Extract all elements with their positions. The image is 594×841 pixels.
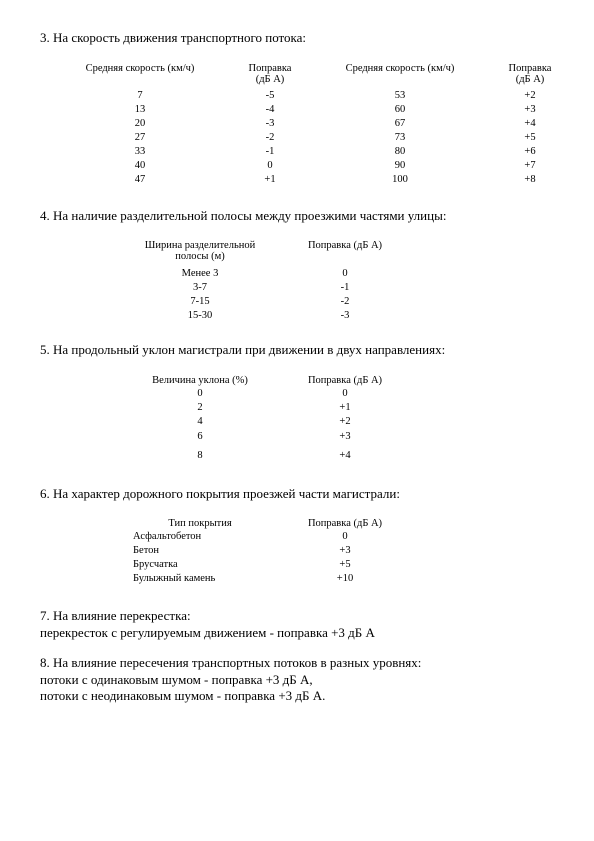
s3-cell-r2-c1: -3 <box>265 118 275 129</box>
s3-cell-r4-c0: 33 <box>134 146 146 157</box>
s5-cell-correction-4: +4 <box>339 450 351 461</box>
s3-col-speed-header-2: Средняя скорость (км/ч) <box>345 63 455 74</box>
s4-cell-correction-0: 0 <box>342 268 348 279</box>
s3-cell-r2-c3: +4 <box>524 118 536 129</box>
s3-cell-r0-c1: -5 <box>265 90 275 101</box>
s5-cell-slope-4: 8 <box>197 450 203 461</box>
s3-cell-r6-c2: 100 <box>392 174 408 185</box>
s4-col-width-header <box>120 240 280 262</box>
s5-col-slope-header: Величина уклона (%) <box>152 375 248 386</box>
s4-cell-width-1: 3-7 <box>193 282 207 293</box>
s6-col-correction-header: Поправка (дБ А) <box>307 518 383 529</box>
s5-cell-slope-1: 2 <box>197 402 203 413</box>
s3-cell-r1-c1: -4 <box>265 104 275 115</box>
s3-cell-r4-c2: 80 <box>394 146 406 157</box>
s6-cell-type-3: Булыжный камень <box>133 573 216 584</box>
s3-cell-r0-c3: +2 <box>524 90 536 101</box>
s6-cell-type-2: Брусчатка <box>133 559 178 570</box>
s4-cell-width-3: 15-30 <box>187 310 213 321</box>
section-8-line-1: потоки с одинаковым шумом - поправка +3 дБ А, <box>40 672 313 687</box>
section-7-line: перекресток с регулируемым движением - поправка +3 дБ А <box>40 625 375 640</box>
s4-cell-correction-1: -1 <box>340 282 350 293</box>
s3-col-correction-header-2 <box>490 63 570 85</box>
s3-cell-r1-c0: 13 <box>134 104 146 115</box>
s6-cell-correction-1: +3 <box>339 545 351 556</box>
section-7-heading: 7. На влияние перекрестка: <box>40 608 191 623</box>
s3-cell-r0-c0: 7 <box>137 90 143 101</box>
s5-cell-slope-3: 6 <box>197 431 203 442</box>
s3-col-correction-header-2-line1: Поправка <box>508 63 552 74</box>
section-3-heading: 3. На скорость движения транспортного потока: <box>40 30 307 45</box>
s3-cell-r4-c1: -1 <box>265 146 275 157</box>
s5-cell-slope-2: 4 <box>197 416 203 427</box>
s5-col-correction-header: Поправка (дБ А) <box>307 375 383 386</box>
s3-cell-r2-c2: 67 <box>394 118 406 129</box>
s3-cell-r5-c3: +7 <box>524 160 536 171</box>
s3-cell-r1-c2: 60 <box>394 104 406 115</box>
s3-cell-r3-c3: +5 <box>524 132 536 143</box>
s3-cell-r5-c2: 90 <box>394 160 406 171</box>
s3-cell-r5-c1: 0 <box>267 160 273 171</box>
s4-col-width-header-line1: Ширина разделительной <box>144 240 256 251</box>
s3-col-correction-header-1 <box>230 63 310 85</box>
s4-col-width-header-line2: полосы (м) <box>175 251 225 262</box>
s6-cell-type-0: Асфальтобетон <box>133 531 202 542</box>
s5-cell-slope-0: 0 <box>197 388 203 399</box>
s3-col-correction-header-1-line1: Поправка <box>248 63 292 74</box>
s6-cell-correction-0: 0 <box>342 531 348 542</box>
s3-cell-r3-c1: -2 <box>265 132 275 143</box>
section-8-line-2: потоки с неодинаковым шумом - поправка +3 дБ А. <box>40 688 326 703</box>
s6-col-type-header: Тип покрытия <box>168 518 232 529</box>
s4-cell-correction-3: -3 <box>340 310 350 321</box>
s6-cell-correction-3: +10 <box>336 573 354 584</box>
section-4-heading: 4. На наличие разделительной полосы между проезжими частями улицы: <box>40 208 447 223</box>
s3-col-correction-header-2-line2: (дБ А) <box>515 74 545 85</box>
s5-cell-correction-0: 0 <box>342 388 348 399</box>
s3-cell-r0-c2: 53 <box>394 90 406 101</box>
s6-cell-correction-2: +5 <box>339 559 351 570</box>
s3-cell-r2-c0: 20 <box>134 118 146 129</box>
section-5-heading: 5. На продольный уклон магистрали при движении в двух направлениях: <box>40 342 446 357</box>
s3-cell-r5-c0: 40 <box>134 160 146 171</box>
s4-cell-width-2: 7-15 <box>190 296 210 307</box>
s3-cell-r3-c2: 73 <box>394 132 406 143</box>
s4-cell-correction-2: -2 <box>340 296 350 307</box>
s5-cell-correction-2: +2 <box>339 416 351 427</box>
s3-cell-r6-c1: +1 <box>264 174 276 185</box>
s4-col-correction-header: Поправка (дБ А) <box>307 240 383 251</box>
s3-cell-r6-c3: +8 <box>524 174 536 185</box>
s5-cell-correction-1: +1 <box>339 402 351 413</box>
s3-cell-r3-c0: 27 <box>134 132 146 143</box>
s3-cell-r1-c3: +3 <box>524 104 536 115</box>
s3-cell-r4-c3: +6 <box>524 146 536 157</box>
s3-col-speed-header-1: Средняя скорость (км/ч) <box>85 63 195 74</box>
s4-cell-width-0: Менее 3 <box>181 268 219 279</box>
s3-cell-r6-c0: 47 <box>134 174 146 185</box>
s3-col-correction-header-1-line2: (дБ А) <box>255 74 285 85</box>
section-6-heading: 6. На характер дорожного покрытия проезжей части магистрали: <box>40 486 400 501</box>
s6-cell-type-1: Бетон <box>133 545 160 556</box>
s5-cell-correction-3: +3 <box>339 431 351 442</box>
section-8-heading: 8. На влияние пересечения транспортных потоков в разных уровнях: <box>40 655 422 670</box>
